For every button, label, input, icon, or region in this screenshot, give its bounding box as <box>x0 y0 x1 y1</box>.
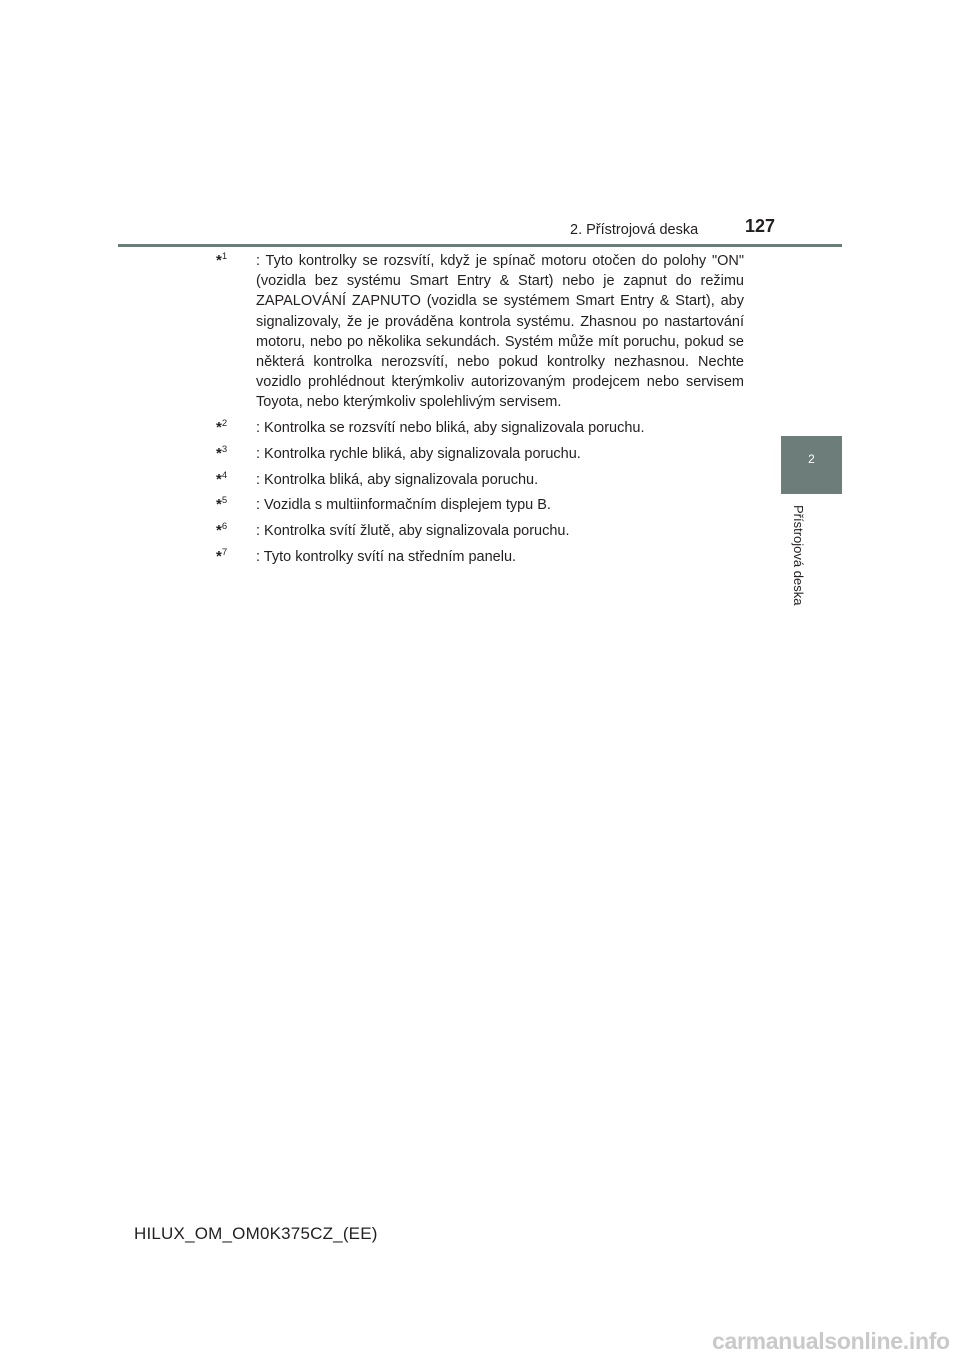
asterisk: * <box>216 521 222 539</box>
footnote-text: : Kontrolka se rozsvítí nebo bliká, aby signalizovala poruchu. <box>256 420 645 437</box>
footnote-number: 6 <box>221 520 228 532</box>
footnote-number: 3 <box>221 443 228 455</box>
chapter-tab <box>781 436 842 494</box>
header-divider <box>118 244 842 247</box>
footnote-marker <box>216 547 258 567</box>
asterisk: * <box>216 470 222 488</box>
footnote-marker <box>216 470 258 490</box>
asterisk: * <box>216 419 222 437</box>
footnote-number: 1 <box>221 251 228 262</box>
site-watermark: carmanualsonline.info <box>712 1328 950 1354</box>
page-number: 127 <box>745 216 776 236</box>
footnote-marker <box>216 418 258 438</box>
footnote-1 <box>216 251 744 413</box>
footnote-number: 7 <box>221 546 228 558</box>
footnote-2 <box>216 418 744 438</box>
footnotes-list <box>216 251 744 572</box>
footnote-text: : Tyto kontrolky svítí na středním panelu. <box>256 548 517 565</box>
footnote-7 <box>216 547 744 567</box>
footnote-marker <box>216 495 258 515</box>
chapter-label-text: Přístrojová deska <box>791 505 806 606</box>
footnote-text: : Kontrolka rychle bliká, aby signalizovala poruchu. <box>256 445 581 462</box>
chapter-number: 2 <box>808 452 815 466</box>
footnote-number: 4 <box>221 469 228 481</box>
footnote-6 <box>216 521 744 541</box>
chapter-side-label <box>792 505 806 625</box>
asterisk: * <box>216 252 222 269</box>
document-code-footer: HILUX_OM_OM0K375CZ_(EE) <box>134 1224 378 1243</box>
footnote-number: 5 <box>221 495 228 507</box>
footnote-text: : Vozidla s multiinformačním displejem typu B. <box>256 497 551 514</box>
asterisk: * <box>216 547 222 565</box>
footnote-text: : Kontrolka bliká, aby signalizovala poruchu. <box>256 471 539 488</box>
footnote-marker <box>216 444 258 464</box>
footnote-text: : Kontrolka svítí žlutě, aby signalizovala poruchu. <box>256 522 570 539</box>
footnote-5 <box>216 495 744 515</box>
running-header-section: 2. Přístrojová deska <box>570 222 699 238</box>
asterisk: * <box>216 496 222 514</box>
footnote-4 <box>216 470 744 490</box>
footnote-3 <box>216 444 744 464</box>
footnote-marker <box>216 521 258 541</box>
footnote-text: : Tyto kontrolky se rozsvítí, když je spínač motoru otočen do polohy "ON" (vozidla bez systému Smart Entry & Start) nebo je zapnut do režimu ZAPALOVÁNÍ ZAPNUTO (vozidla se systémem Smart Entry & Start), aby signalizovaly, že je prováděna kontrola systému. Zhasnou po nastartování motoru, nebo po několika sekundách. Systém může mít poruchu, pokud se některá kontrolka nerozsvítí, nebo pokud kontrolky nezhasnou. Nechte vozidlo prohlédnout kterýmkoliv autorizovaným prodejcem nebo servisem Toyota, nebo kterýmkoliv spolehlivým servisem. <box>256 253 744 411</box>
footnote-marker <box>216 251 258 413</box>
footnote-number: 2 <box>221 418 228 430</box>
asterisk: * <box>216 444 222 462</box>
